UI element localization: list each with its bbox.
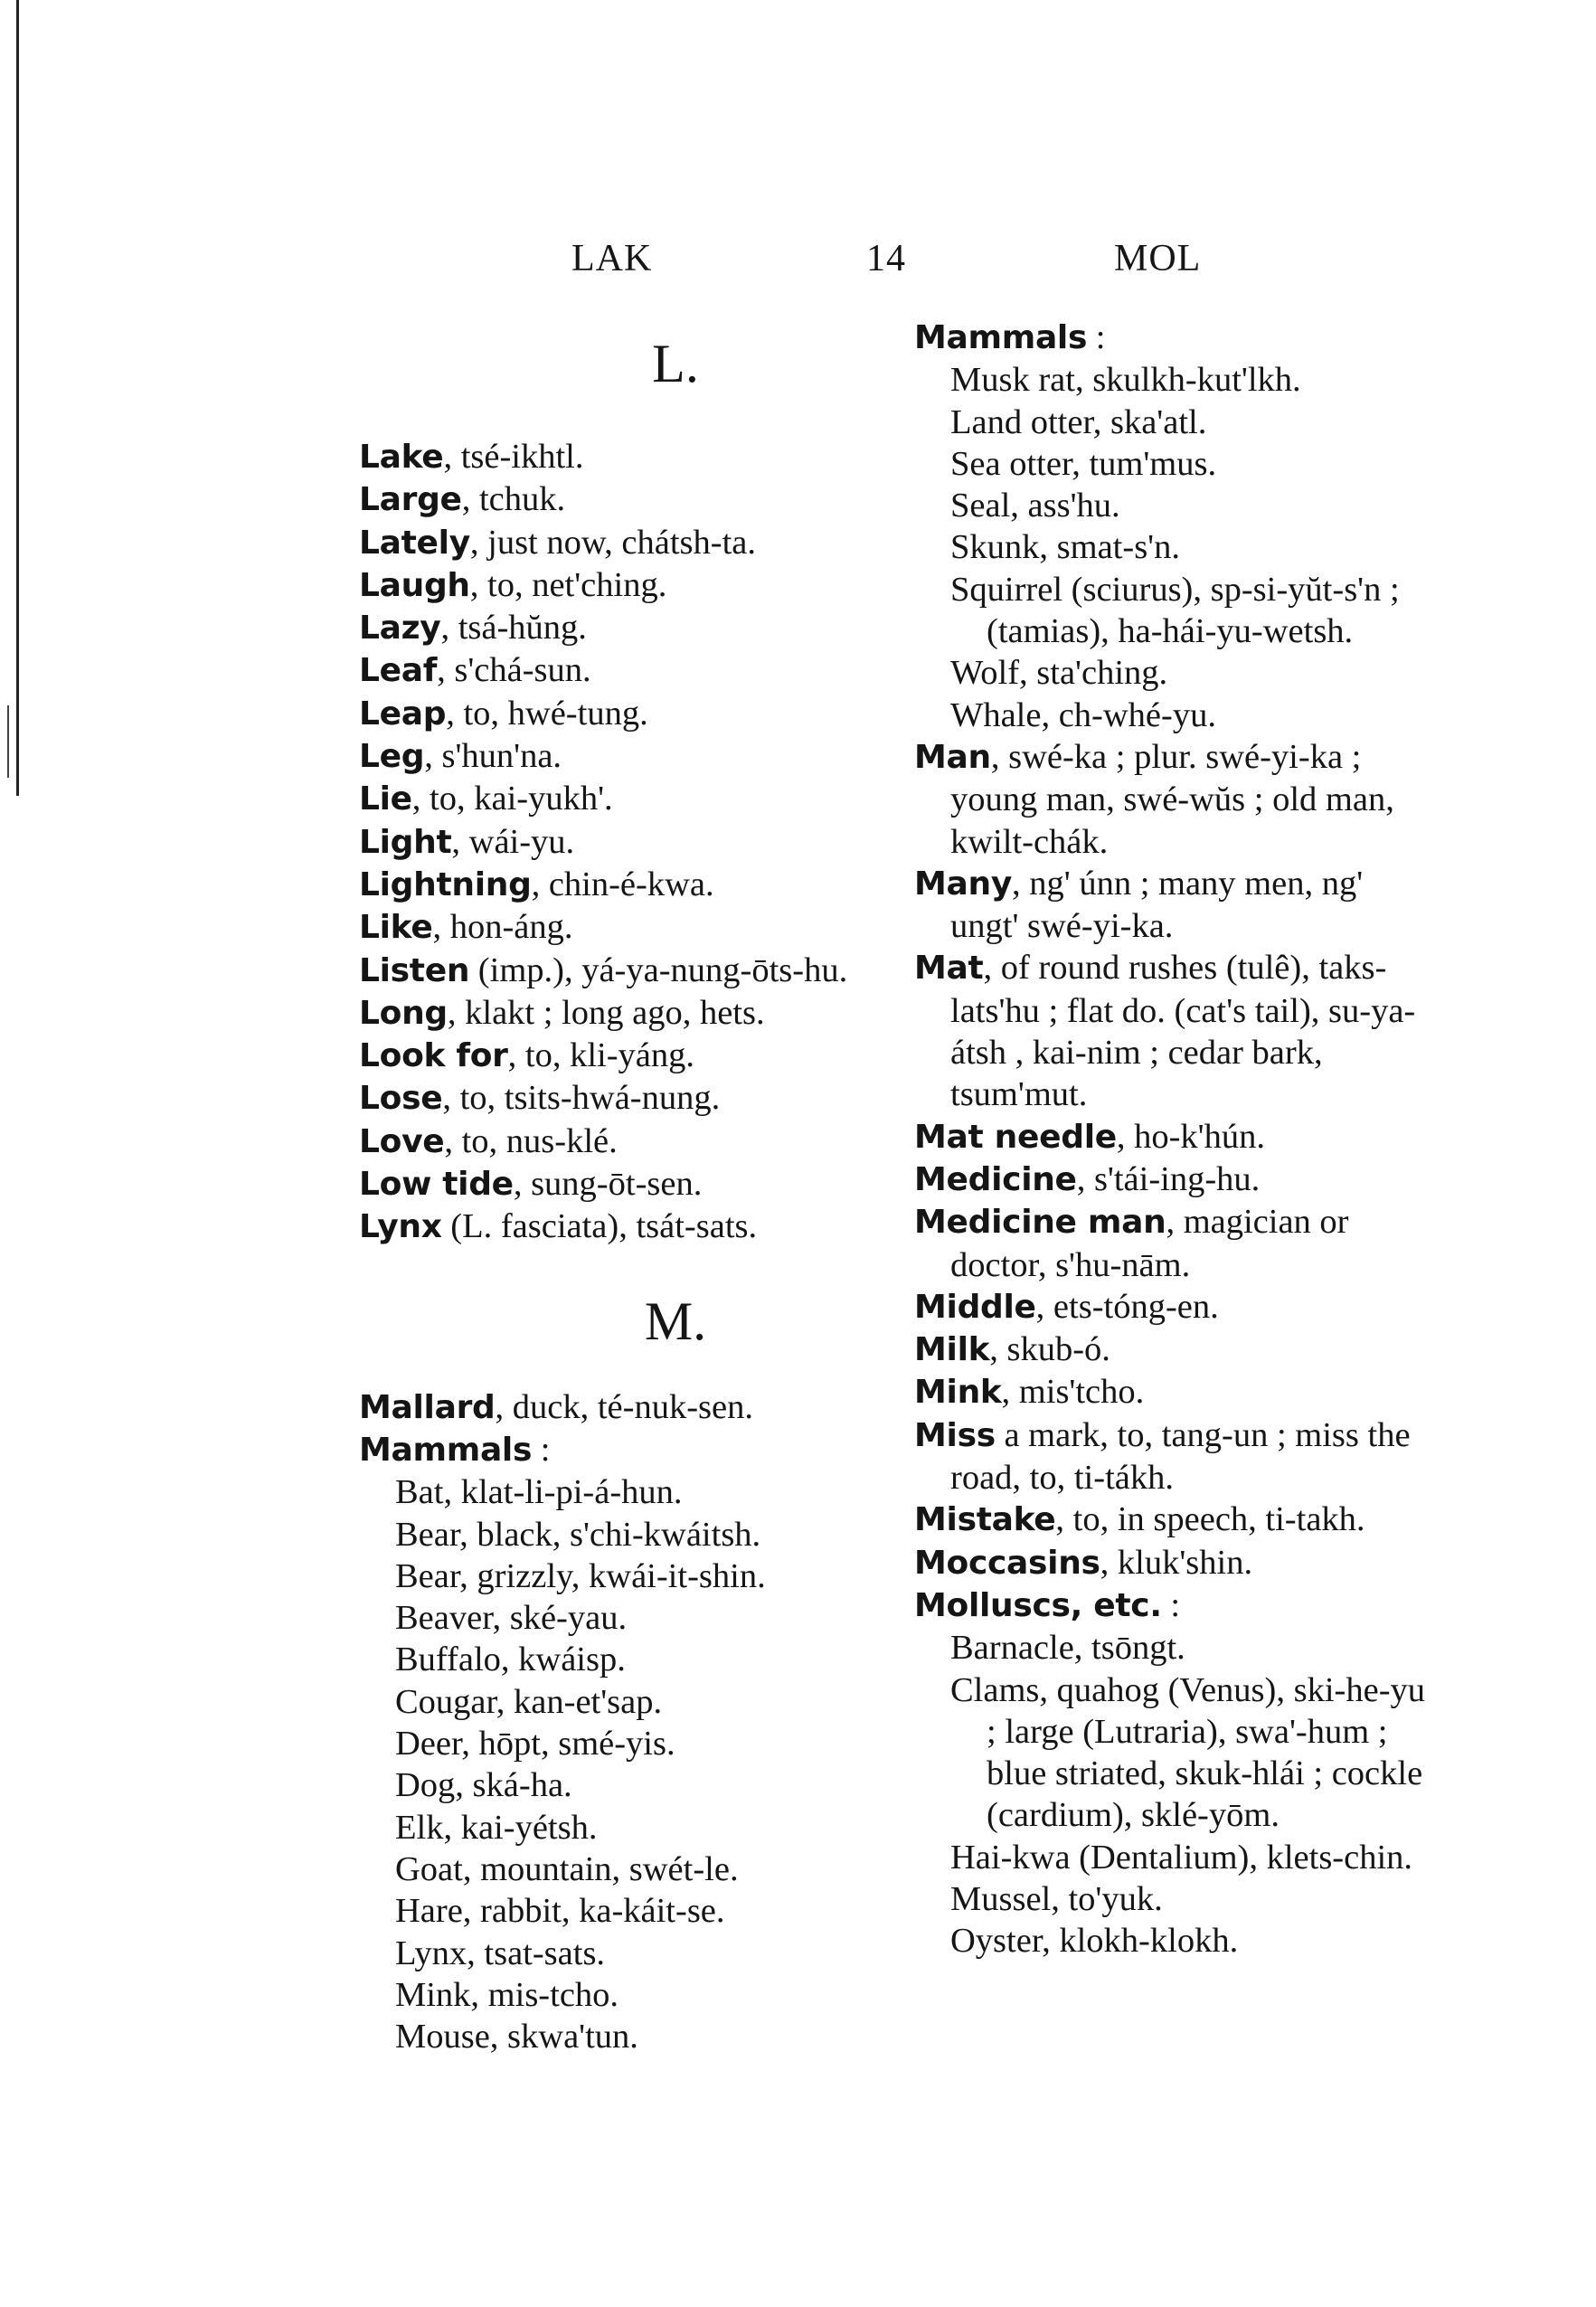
headword: Lose — [359, 1080, 443, 1118]
dictionary-entry — [914, 1499, 1434, 1541]
entries-l — [359, 436, 883, 1249]
definition: , duck, té-nuk-sen. — [495, 1387, 753, 1426]
running-head-right: MOL — [1114, 238, 1202, 279]
dictionary-entry — [914, 947, 1434, 1115]
sub-entry: Elk, kai-yétsh. — [395, 1808, 598, 1847]
headword: Large — [359, 481, 462, 519]
molluscs-list — [914, 1627, 1434, 1962]
sub-entry: Musk rat, skulkh-kut'lkh. — [950, 361, 1301, 400]
headword: Light — [359, 823, 452, 861]
sub-entry: Dog, ská-ha. — [395, 1766, 572, 1805]
headword: Look for — [359, 1037, 508, 1075]
section-heading-l: L. — [652, 334, 699, 393]
dictionary-entry — [359, 1386, 883, 1429]
headword: Laugh — [359, 566, 470, 604]
headword: Miss — [914, 1416, 996, 1454]
headword: Leap — [359, 695, 447, 733]
headword: Lake — [359, 439, 444, 476]
dictionary-entry — [359, 906, 883, 949]
definition: , tsé-ikhtl. — [443, 438, 584, 476]
page-edge-mark — [7, 705, 9, 778]
dictionary-entry — [914, 1286, 1434, 1328]
definition: , ets-tóng-en. — [1035, 1287, 1219, 1326]
right-column — [914, 317, 1434, 1962]
sub-entry: Buffalo, kwáisp. — [395, 1640, 626, 1679]
definition: , s'tái-ing-hu. — [1076, 1159, 1261, 1198]
headword: Medicine — [914, 1160, 1077, 1198]
dictionary-entry — [359, 607, 883, 649]
headword: Many — [914, 865, 1013, 903]
sub-entry: Oyster, klokh-klokh. — [950, 1922, 1239, 1961]
definition: , tsá-hŭng. — [440, 609, 587, 648]
headword: Lately — [359, 524, 470, 562]
running-head-left: LAK — [571, 238, 653, 279]
definition: , ng' únn ; many men, ng' ungt' swé-yi-ka. — [950, 864, 1364, 946]
headword: Molluscs, etc. — [914, 1586, 1162, 1624]
sub-entry: Bear, grizzly, kwái-it-shin. — [395, 1556, 766, 1595]
dictionary-entry — [359, 1163, 883, 1206]
headword: Lynx — [359, 1208, 442, 1246]
headword: Love — [359, 1122, 445, 1160]
headword: Moccasins — [914, 1544, 1100, 1582]
sub-entry: Bat, klat-li-pi-á-hun. — [395, 1473, 683, 1512]
dictionary-entry — [359, 1206, 883, 1248]
definition: , tchuk. — [461, 480, 566, 519]
sub-entry: Skunk, smat-s'n. — [950, 528, 1180, 567]
definition: : — [1161, 1585, 1181, 1624]
definition: : — [532, 1430, 551, 1469]
definition: , magician or doctor, s'hu-nām. — [950, 1203, 1349, 1284]
definition: , s'hun'na. — [424, 737, 562, 776]
definition: , skub-ó. — [989, 1330, 1110, 1369]
headword: Lazy — [359, 610, 441, 648]
section-heading-m: M. — [644, 1291, 707, 1351]
headword: Mallard — [359, 1388, 496, 1426]
definition: , chin-é-kwa. — [531, 865, 714, 903]
headword: Like — [359, 909, 433, 947]
definition: , to, nus-klé. — [444, 1121, 618, 1160]
dictionary-entry — [359, 693, 883, 735]
definition: , kluk'shin. — [1100, 1543, 1253, 1582]
sub-entry: Mink, mis-tcho. — [395, 1975, 619, 2014]
sub-entry: Deer, hōpt, smé-yis. — [395, 1725, 675, 1763]
dictionary-entry — [914, 863, 1434, 948]
sub-entry: Hare, rabbit, ka-káit-se. — [395, 1892, 725, 1931]
sub-entry: Beaver, ské-yau. — [395, 1599, 628, 1638]
sub-entry: Lynx, tsat-sats. — [395, 1934, 606, 1972]
dictionary-entry — [914, 1371, 1434, 1414]
sub-entry: Mussel, to'yuk. — [950, 1879, 1163, 1918]
definition: (imp.), yá-ya-nung-ōts-hu. — [469, 950, 848, 989]
headword: Low tide — [359, 1166, 514, 1204]
sub-entry: Squirrel (sciurus), sp-si-yŭt-s'n ; (tamias), ha-hái-yu-wetsh. — [950, 570, 1400, 651]
definition: (L. fasciata), tsát-sats. — [441, 1207, 758, 1246]
dictionary-entry — [359, 522, 883, 564]
sub-entry: Clams, quahog (Venus), ski-he-yu ; large (Lutraria), swa'-hum ; blue striated, skuk-hlái ; cockle (cardium), sklé-yōm. — [950, 1670, 1426, 1835]
definition: , hon-áng. — [432, 908, 573, 947]
headword: Long — [359, 994, 448, 1032]
definition: a mark, to, tang-un ; miss the road, to, ti-tákh. — [950, 1415, 1411, 1498]
headword: Mammals — [359, 1431, 533, 1469]
dictionary-entry — [359, 992, 883, 1035]
sub-entry: Wolf, sta'ching. — [950, 654, 1168, 693]
entry: Mammals : — [914, 318, 1106, 356]
dictionary-entry — [359, 821, 883, 864]
dictionary-entry — [914, 1328, 1434, 1371]
definition: , s'chá-sun. — [437, 651, 591, 690]
sub-entry: Bear, black, s'chi-kwáitsh. — [395, 1515, 761, 1554]
page-edge-shadow — [16, 0, 19, 796]
sub-entry: Land otter, ska'atl. — [950, 402, 1207, 441]
definition: , sung-ōt-sen. — [513, 1165, 703, 1204]
dictionary-entry — [914, 1158, 1434, 1201]
sub-entry: Whale, ch-whé-yu. — [950, 695, 1216, 734]
dictionary-entry — [914, 1116, 1434, 1158]
definition: , ho-k'hún. — [1116, 1117, 1265, 1156]
definition: , mis'tcho. — [1001, 1373, 1145, 1412]
headword: Mistake — [914, 1501, 1056, 1539]
dictionary-entry — [359, 649, 883, 692]
definition: , to, tsits-hwá-nung. — [442, 1079, 721, 1118]
sub-entry: Hai-kwa (Dentalium), klets-chin. — [950, 1838, 1413, 1877]
headword: Middle — [914, 1288, 1036, 1326]
sub-entry: Barnacle, tsōngt. — [950, 1629, 1185, 1668]
headword: Mat — [914, 950, 984, 988]
dictionary-entry — [359, 778, 883, 820]
dictionary-entry — [359, 564, 883, 607]
sub-entry: Goat, mountain, swét-le. — [395, 1849, 739, 1888]
definition: , to, in speech, ti-takh. — [1055, 1500, 1365, 1539]
dictionary-entry — [914, 1542, 1434, 1584]
definition: , to, kai-yukh'. — [411, 780, 613, 818]
dictionary-entry — [359, 1429, 883, 1471]
headword: Leaf — [359, 652, 438, 690]
sub-entry: Seal, ass'hu. — [950, 487, 1120, 525]
dictionary-entry — [914, 1201, 1434, 1286]
headword: Mammals — [914, 319, 1088, 356]
headword: Mat needle — [914, 1118, 1117, 1156]
left-column — [359, 336, 883, 2057]
headword: Lightning — [359, 865, 532, 903]
dictionary-entry — [914, 736, 1434, 863]
definition: , to, net'ching. — [469, 565, 667, 604]
headword: Milk — [914, 1331, 990, 1369]
dictionary-entry — [359, 735, 883, 778]
definition: , of round rushes (tulê), taks-lats'hu ; flat do. (cat's tail), su-ya-átsh , kai-nim ; cedar bark, tsum'mut. — [950, 949, 1416, 1114]
headword: Medicine man — [914, 1204, 1166, 1242]
dictionary-entry — [359, 950, 883, 992]
definition: , to, kli-yáng. — [507, 1036, 695, 1075]
dictionary-entry — [914, 1584, 1434, 1627]
sub-entry: Sea otter, tum'mus. — [950, 444, 1217, 483]
mammals-list — [359, 1471, 883, 2057]
definition: , klakt ; long ago, hets. — [447, 993, 765, 1032]
headword: Mink — [914, 1374, 1002, 1412]
mammals-list-continued — [914, 359, 1434, 736]
entries-m-continued — [914, 736, 1434, 1627]
definition: , just now, chátsh-ta. — [469, 523, 757, 562]
headword: Lie — [359, 780, 412, 818]
dictionary-entry — [359, 436, 883, 478]
dictionary-entry — [914, 1414, 1434, 1499]
sub-entry: Mouse, skwa'tun. — [395, 2018, 638, 2056]
dictionary-entry — [359, 478, 883, 521]
entries-m — [359, 1386, 883, 1472]
dictionary-entry — [359, 864, 883, 906]
definition: , wái-yu. — [451, 822, 575, 861]
headword: Man — [914, 738, 991, 776]
headword: Listen — [359, 951, 470, 989]
headword: Leg — [359, 738, 425, 776]
dictionary-entry — [359, 1077, 883, 1120]
dictionary-entry — [359, 1035, 883, 1077]
dictionary-entry — [359, 1120, 883, 1163]
definition: , swé-ka ; plur. swé-yi-ka ; young man, swé-wŭs ; old man, kwilt-chák. — [950, 737, 1394, 861]
page-number: 14 — [866, 238, 906, 279]
definition: , to, hwé-tung. — [446, 694, 648, 733]
sub-entry: Cougar, kan-et'sap. — [395, 1682, 663, 1721]
